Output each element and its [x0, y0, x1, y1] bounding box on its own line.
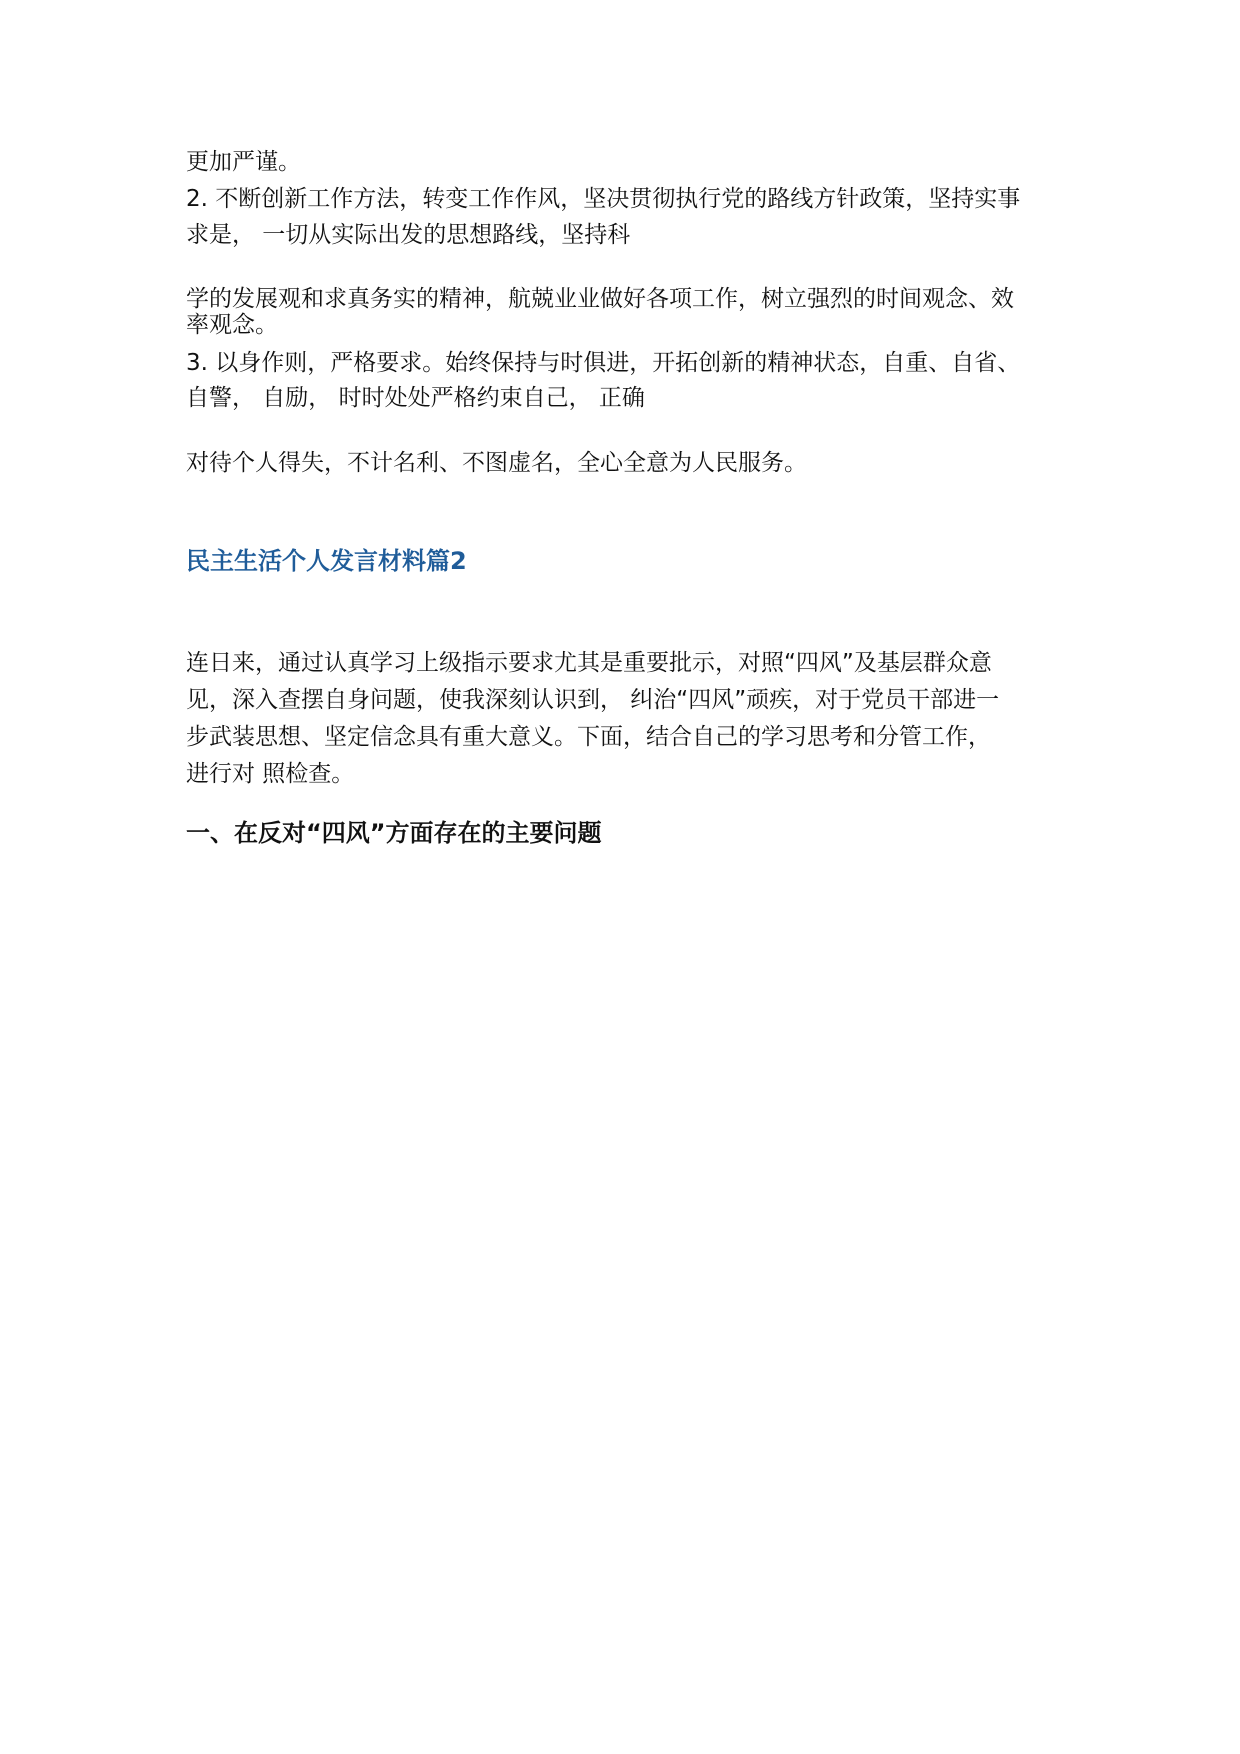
text-line: 求是， 一切从实际出发的思想路线，坚持科: [186, 222, 631, 248]
text-line: 2. 不断创新工作方法，转变工作作风，坚决贯彻执行党的路线方针政策，坚持实事: [186, 186, 1021, 212]
paragraph-line: 进行对 照检查。: [186, 761, 355, 787]
paragraph-line: 步武装思想、坚定信念具有重大意义。下面，结合自己的学习思考和分管工作，: [186, 724, 991, 750]
text-line: 率观念。: [186, 312, 278, 338]
section-heading: 民主生活个人发言材料篇2: [186, 547, 467, 575]
paragraph-line: 见，深入查摆自身问题，使我深刻认识到， 纠治“四风”顽疾，对于党员干部进一: [186, 687, 1000, 713]
text-line: 3. 以身作则，严格要求。始终保持与时俱进，开拓创新的精神状态，自重、自省、: [186, 350, 1021, 376]
paragraph-line: 连日来，通过认真学习上级指示要求尤其是重要批示，对照“四风”及基层群众意: [186, 650, 992, 676]
subheading: 一、在反对“四风”方面存在的主要问题: [186, 819, 602, 847]
text-line: 学的发展观和求真务实的精神，航兢业业做好各项工作，树立强烈的时间观念、效: [186, 286, 1014, 312]
text-line: 对待个人得失，不计名利、不图虚名，全心全意为人民服务。: [186, 450, 807, 476]
text-line: 自警， 自励， 时时处处严格约束自己， 正确: [186, 385, 645, 411]
text-line: 更加严谨。: [186, 149, 301, 175]
